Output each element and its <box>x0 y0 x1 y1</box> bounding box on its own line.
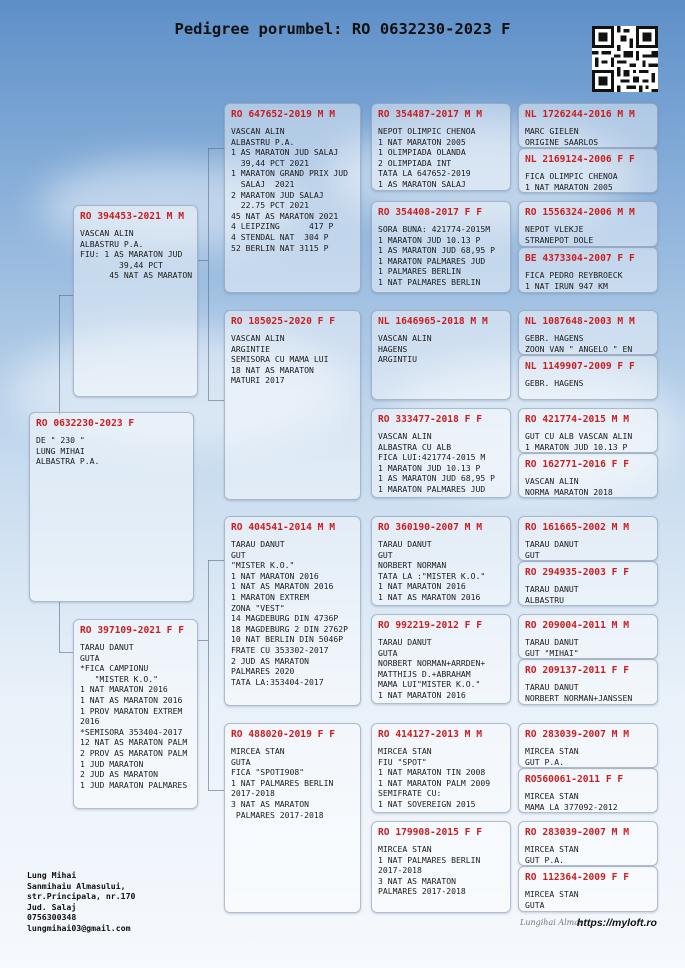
pigeon-card-gen5 <box>518 453 658 498</box>
ring-number: RO 404541-2014 M M <box>231 522 335 533</box>
qr-code-icon <box>592 26 658 92</box>
ring-number: RO 209004-2011 M M <box>525 620 629 631</box>
ring-number: RO 397109-2021 F F <box>80 625 184 636</box>
pigeon-card-great-grandparent <box>371 821 511 913</box>
pigeon-details: MIRCEA STAN GUT P.A. <box>525 844 579 865</box>
connector-line <box>208 148 224 149</box>
connector-line <box>208 790 224 791</box>
connector-line <box>208 560 224 561</box>
pigeon-details: VASCAN ALIN HAGENS ARGINTIU <box>378 333 432 365</box>
pigeon-details: MIRCEA STAN MAMA LA 377092-2012 <box>525 791 618 812</box>
ring-number: RO560061-2011 F F <box>525 774 624 785</box>
pigeon-card-gen5 <box>518 201 658 247</box>
pigeon-card-grandparent <box>224 723 361 913</box>
ring-number: RO 414127-2013 M M <box>378 729 482 740</box>
ring-number: RO 161665-2002 M M <box>525 522 629 533</box>
pigeon-card-grandparent <box>224 310 361 500</box>
pigeon-card-gen5 <box>518 103 658 148</box>
pigeon-card-great-grandparent <box>371 408 511 498</box>
ring-number: RO 283039-2007 M M <box>525 827 629 838</box>
pigeon-details: MIRCEA STAN FIU "SPOT" 1 NAT MARATON TIN 2008 1 NAT MARATON PALM 2009 SEMIFRATE CU: 1 NAT SOVEREIGN 2015 <box>378 746 491 809</box>
pigeon-card-gen5 <box>518 768 658 813</box>
pigeon-card-dam <box>73 619 198 809</box>
pigeon-card-gen5 <box>518 821 658 866</box>
ring-number: RO 394453-2021 M M <box>80 211 184 222</box>
ring-number: RO 421774-2015 M M <box>525 414 629 425</box>
connector-line <box>59 295 73 296</box>
pigeon-details: GEBR. HAGENS ZOON VAN " ANGELO " EN <box>525 333 633 354</box>
ring-number: RO 112364-2009 F F <box>525 872 629 883</box>
pigeon-card-great-grandparent <box>371 516 511 606</box>
connector-line <box>208 560 209 790</box>
pigeon-details: TARAU DANUT GUT NORBERT NORMAN TATA LA :"MISTER K.O." 1 NAT MARATON 2016 1 NAT AS MARATON 2016 <box>378 539 486 602</box>
ring-number: RO 162771-2016 F F <box>525 459 629 470</box>
ring-number: NL 2169124-2006 F F <box>525 154 635 165</box>
pigeon-card-gen5 <box>518 408 658 453</box>
ring-number: NL 1149907-2009 F F <box>525 361 635 372</box>
pigeon-card-gen5 <box>518 659 658 705</box>
pigeon-details: TARAU DANUT GUT "MISTER K.O." 1 NAT MARATON 2016 1 NAT AS MARATON 2016 1 MARATON EXTREM ZONA "VEST" 14 MAGDEBURG DIN 4736P 18 MAGDEBURG 2 DIN 2762P 10 NAT BERLIN DIN 5046P FRATE CU 353302-2017 2 JUD AS MARATON PALMARES 2020 TATA LA:353404-2017 <box>231 539 348 687</box>
connector-line <box>198 640 208 641</box>
pigeon-details: MIRCEA STAN GUTA FICA "SPOTI908" 1 NAT PALMARES BERLIN 2017-2018 3 NAT AS MARATON PALMARES 2017-2018 <box>231 746 334 820</box>
connector-line <box>59 295 60 415</box>
pigeon-details: MIRCEA STAN GUTA <box>525 889 579 910</box>
ring-number: RO 294935-2003 F F <box>525 567 629 578</box>
pigeon-details: TARAU DANUT NORBERT NORMAN+JANSSEN <box>525 682 633 703</box>
ring-number: RO 333477-2018 F F <box>378 414 482 425</box>
pigeon-details: VASCAN ALIN ALBASTRU P.A. FIU: 1 AS MARATON JUD 39,44 PCT 45 NAT AS MARATON <box>80 228 193 281</box>
pigeon-details: MIRCEA STAN GUT P.A. <box>525 746 579 767</box>
pigeon-details: FICA OLIMPIC CHENOA 1 NAT MARATON 2005 <box>525 171 618 192</box>
pigeon-card-gen5 <box>518 516 658 561</box>
pigeon-card-sire <box>73 205 198 397</box>
ring-number: RO 992219-2012 F F <box>378 620 482 631</box>
pigeon-card-great-grandparent <box>371 201 511 293</box>
signature: Lungihai Almas <box>520 918 584 927</box>
pigeon-card-gen5 <box>518 723 658 768</box>
pigeon-card-gen5 <box>518 614 658 659</box>
ring-number: RO 179908-2015 F F <box>378 827 482 838</box>
pigeon-card-subject <box>29 412 194 602</box>
pigeon-details: DE " 230 " LUNG MIHAI ALBASTRA P.A. <box>36 435 100 467</box>
pigeon-details: NEPOT OLIMPIC CHENOA 1 NAT MARATON 2005 1 OLIMPIADA OLANDA 2 OLIMPIADA INT TATA LA 647652-2019 1 AS MARATON SALAJ <box>378 126 476 189</box>
ring-number: NL 1087648-2003 M M <box>525 316 635 327</box>
pigeon-card-grandparent <box>224 516 361 706</box>
ring-number: RO 647652-2019 M M <box>231 109 335 120</box>
page-title: Pedigree porumbel: RO 0632230-2023 F <box>174 20 511 38</box>
pigeon-details: FICA PEDRO REYBROECK 1 NAT IRUN 947 KM <box>525 270 623 291</box>
pigeon-details: TARAU DANUT ALBASTRU <box>525 584 579 605</box>
ring-number: RO 209137-2011 F F <box>525 665 629 676</box>
ring-number: RO 360190-2007 M M <box>378 522 482 533</box>
pigeon-details: TARAU DANUT GUT <box>525 539 579 560</box>
pigeon-card-gen5 <box>518 148 658 193</box>
ring-number: RO 488020-2019 F F <box>231 729 335 740</box>
owner-contact: Lung Mihai Sanmihaiu Almasului, str.Principala, nr.170 Jud. Salaj 0756300348 lungmihai03@gmail.com <box>27 870 136 933</box>
pigeon-card-gen5 <box>518 561 658 606</box>
ring-number: RO 0632230-2023 F <box>36 418 135 429</box>
pigeon-details: TARAU DANUT GUTA *FICA CAMPIONU "MISTER K.O." 1 NAT MARATON 2016 1 NAT AS MARATON 2016 1 PROV MARATON EXTREM 2016 *SEMISORA 353404-2017 12 NAT AS MARATON PALM 2 PROV AS MARATON PALM 1 JUD MARATON 2 JUD AS MARATON 1 JUD MARATON PALMARES <box>80 642 188 790</box>
ring-number: RO 354408-2017 F F <box>378 207 482 218</box>
pigeon-details: GEBR. HAGENS <box>525 378 584 388</box>
pigeon-details: NEPOT VLEKJE STRANEPOT DOLE <box>525 224 594 245</box>
pigeon-card-gen5 <box>518 310 658 355</box>
ring-number: NL 1726244-2016 M M <box>525 109 635 120</box>
ring-number: BE 4373304-2007 F F <box>525 253 635 264</box>
connector-line <box>59 652 73 653</box>
pigeon-details: SORA BUNA: 421774-2015M 1 MARATON JUD 10.13 P 1 AS MARATON JUD 68,95 P 1 MARATON PALMARES JUD 1 PALMARES BERLIN 1 NAT PALMARES BERLIN <box>378 224 495 287</box>
pigeon-details: TARAU DANUT GUTA NORBERT NORMAN+ARRDEN+ MATTHIJS D.+ABRAHAM MAMA LUI"MISTER K.O." 1 NAT MARATON 2016 <box>378 637 486 700</box>
ring-number: RO 1556324-2006 M M <box>525 207 635 218</box>
pigeon-card-great-grandparent <box>371 723 511 813</box>
pigeon-details: VASCAN ALIN ALBASTRU P.A. 1 AS MARATON JUD SALAJ 39,44 PCT 2021 1 MARATON GRAND PRIX JUD SALAJ 2021 2 MARATON JUD SALAJ 22.75 PCT 2021 45 NAT AS MARATON 2021 4 LEIPZING 417 P 4 STENDAL NAT 304 P 52 BERLIN NAT 3115 P <box>231 126 348 253</box>
pigeon-card-grandparent <box>224 103 361 293</box>
pigeon-card-gen5 <box>518 355 658 400</box>
pigeon-details: VASCAN ALIN ARGINTIE SEMISORA CU MAMA LUI 18 NAT AS MARATON MATURI 2017 <box>231 333 329 386</box>
pigeon-card-great-grandparent <box>371 614 511 704</box>
pigeon-card-great-grandparent <box>371 103 511 191</box>
pigeon-details: GUT CU ALB VASCAN ALIN 1 MARATON JUD 10.13 P <box>525 431 633 452</box>
ring-number: RO 185025-2020 F F <box>231 316 335 327</box>
pigeon-card-gen5 <box>518 866 658 912</box>
pigeon-details: MIRCEA STAN 1 NAT PALMARES BERLIN 2017-2018 3 NAT AS MARATON PALMARES 2017-2018 <box>378 844 481 897</box>
pigeon-details: VASCAN ALIN ALBASTRA CU ALB FICA LUI:421774-2015 M 1 MARATON JUD 10.13 P 1 AS MARATON JUD 68,95 P 1 MARATON PALMARES JUD <box>378 431 495 494</box>
ring-number: RO 283039-2007 M M <box>525 729 629 740</box>
connector-line <box>208 148 209 400</box>
pigeon-card-gen5 <box>518 247 658 293</box>
ring-number: RO 354487-2017 M M <box>378 109 482 120</box>
website-link[interactable]: https://myloft.ro <box>577 917 657 929</box>
pigeon-details: VASCAN ALIN NORMA MARATON 2018 <box>525 476 613 497</box>
pigeon-details: MARC GIELEN ORIGINE SAARLOS <box>525 126 599 147</box>
connector-line <box>208 400 224 401</box>
connector-line <box>59 602 60 652</box>
pigeon-card-great-grandparent <box>371 310 511 400</box>
connector-line <box>198 260 208 261</box>
ring-number: NL 1646965-2018 M M <box>378 316 488 327</box>
pigeon-details: TARAU DANUT GUT "MIHAI" <box>525 637 579 658</box>
